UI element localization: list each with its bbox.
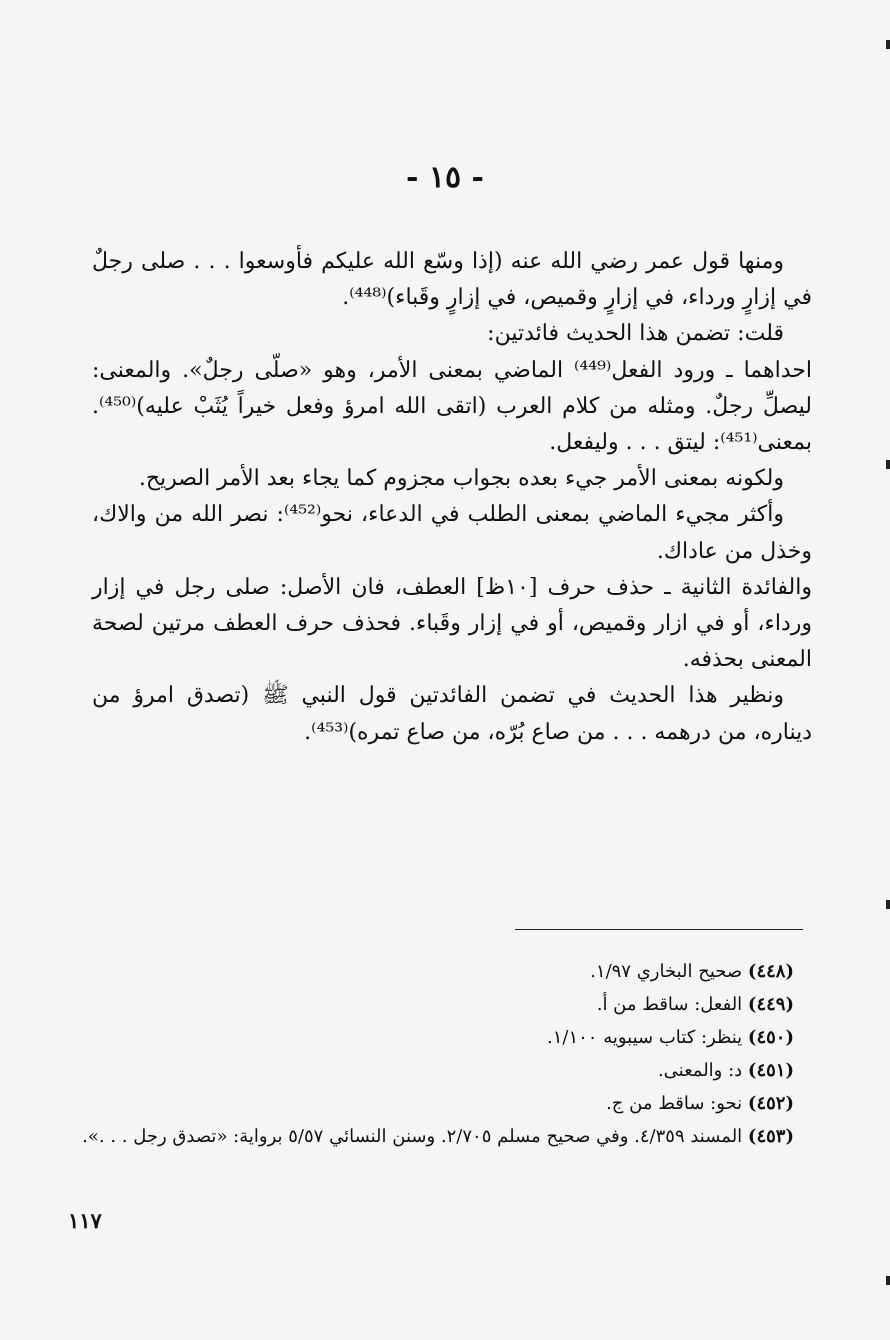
body-text [92,244,812,751]
paragraph-5: وأكثر مجيء الماضي بمعنى الطلب في الدعاء، نحو⁽⁴⁵²⁾: نصر الله من والاك، وخذل من عاداك. [92,502,812,564]
footnote-text: صحيح البخاري ١/٩٧. [590,961,743,982]
footnote-number: (٤٤٩) [747,994,794,1015]
scan-edge-mark [886,1276,890,1285]
footnote-text: ينظر: كتاب سيبويه ١/١٠٠. [547,1027,743,1048]
scan-edge-mark [886,460,890,469]
footnote-number: (٤٥٢) [747,1093,794,1114]
paragraph-4: ولكونه بمعنى الأمر جيء بعده بجواب مجزوم كما يجاء بعد الأمر الصريح. [138,466,784,492]
paragraph-6: والفائدة الثانية ـ حذف حرف [١٠ظ] العطف، فان الأصل: صلى رجل في إزار ورداء، أو في ازار وقميص، أو في إزار وقَباء. فحذف حرف العطف مرتين لصحة المعنى بحذفه. [92,574,812,673]
footnote-text: نحو: ساقط من ج. [606,1093,743,1114]
footnote-divider [515,929,803,930]
footnote-number: (٤٥٣) [747,1126,794,1147]
page-number: ١١٧ [68,1208,102,1233]
footnote-450 [78,1021,794,1054]
footnote-text: د: والمعنى. [657,1060,743,1081]
scan-edge-mark [886,40,890,49]
paragraph-2: قلت: تضمن هذا الحديث فائدتين: [487,321,784,347]
footnote-text: الفعل: ساقط من أ. [596,994,743,1015]
paragraph-3: احداهما ـ ورود الفعل⁽⁴⁴⁹⁾ الماضي بمعنى الأمر، وهو «صلّى رجلٌ». والمعنى: ليصلِّ رجلٌ. ومثله من كلام العرب (اتقى الله امرؤ وفعل خيراً يُثَبْ عليه)⁽⁴⁵⁰⁾. بمعنى⁽⁴⁵¹⁾: ليتق . . . وليفعل. [92,357,812,456]
section-number: - ١٥ - [405,160,485,195]
footnote-449 [78,988,794,1021]
footnote-number: (٤٥١) [747,1060,794,1081]
footnote-number: (٤٥٠) [747,1027,794,1048]
paragraph-1: ومنها قول عمر رضي الله عنه (إذا وسّع الله عليكم فأوسعوا . . . صلى رجلٌ في إزارٍ ورداء، في إزارٍ وقميص، في إزارٍ وقَباء)⁽⁴⁴⁸⁾. [92,249,812,311]
footnote-number: (٤٤٨) [747,961,794,982]
footnote-448 [78,955,794,988]
footnote-452 [78,1087,794,1120]
footnote-451 [78,1054,794,1087]
footnote-453 [78,1120,794,1153]
footnote-text: المسند ٤/٣٥٩. وفي صحيح مسلم ٢/٧٠٥. وسنن النسائي ٥/٥٧ برواية: «تصدق رجل . . .». [82,1126,743,1147]
footnotes [78,955,794,1153]
paragraph-7: ونظير هذا الحديث في تضمن الفائدتين قول النبي ﷺ (تصدق امرؤ من ديناره، من درهمه . . . من صاع بُرّه، من صاع تمره)⁽⁴⁵³⁾. [92,683,812,745]
scan-edge-mark [886,900,890,909]
